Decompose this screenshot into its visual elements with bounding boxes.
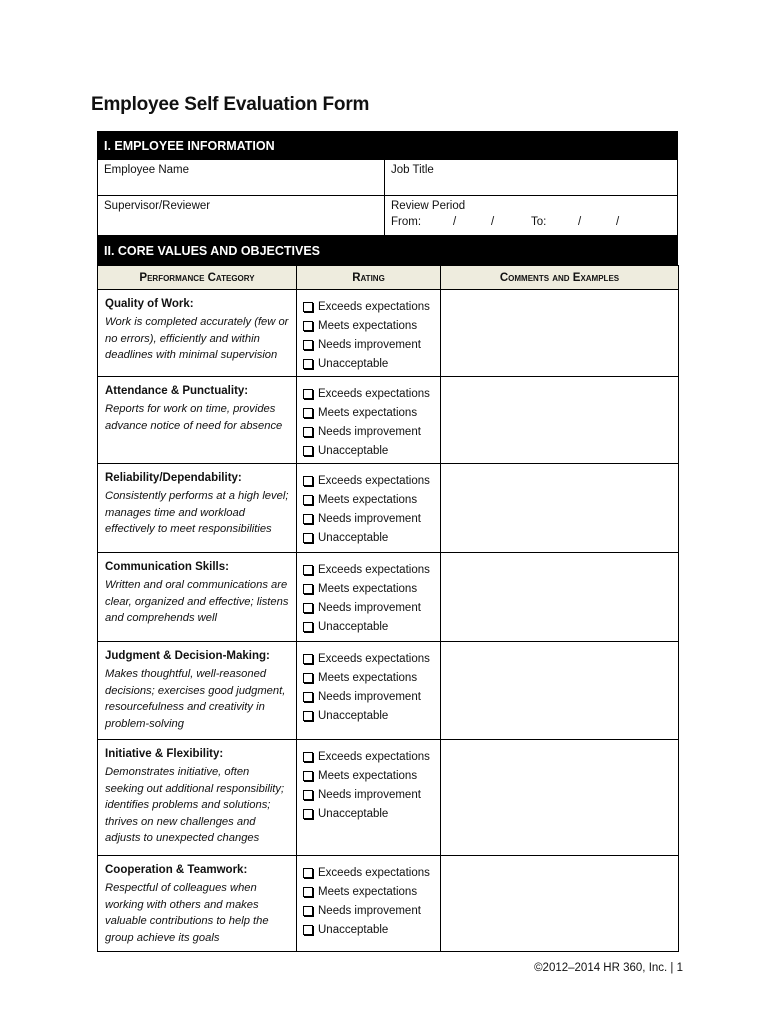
evaluation-form: [97, 131, 678, 952]
rating-cell: [297, 553, 441, 642]
rating-option[interactable]: [303, 863, 436, 882]
category-title: Quality of Work:: [105, 298, 194, 310]
rating-option-label: Unacceptable: [318, 709, 389, 722]
rating-option[interactable]: [303, 471, 436, 490]
checkbox-icon[interactable]: [303, 603, 313, 613]
checkbox-icon[interactable]: [303, 809, 313, 819]
supervisor-field[interactable]: [98, 196, 385, 235]
rating-option-label: Meets expectations: [318, 319, 418, 332]
comments-cell[interactable]: [441, 464, 679, 553]
category-description: Reports for work on time, provides advance notice of need for absence: [105, 403, 283, 432]
rating-option[interactable]: [303, 490, 436, 509]
comments-cell[interactable]: [441, 740, 679, 856]
table-row: [98, 740, 679, 856]
rating-option-label: Meets expectations: [318, 671, 418, 684]
category-cell: [98, 856, 297, 952]
checkbox-icon[interactable]: [303, 887, 313, 897]
checkbox-icon[interactable]: [303, 359, 313, 369]
category-title: Communication Skills:: [105, 561, 229, 573]
rating-option-label: Meets expectations: [318, 769, 418, 782]
info-row-name-title: [97, 160, 678, 196]
job-title-label: Job Title: [391, 164, 434, 176]
checkbox-icon[interactable]: [303, 711, 313, 721]
rating-option-label: Needs improvement: [318, 425, 421, 438]
checkbox-icon[interactable]: [303, 340, 313, 350]
section-header-employee-information: I. EMPLOYEE INFORMATION: [97, 131, 678, 160]
rating-option-label: Unacceptable: [318, 357, 389, 370]
rating-option-label: Exceeds expectations: [318, 474, 430, 487]
rating-cell: [297, 377, 441, 464]
review-period-dates: [391, 216, 671, 228]
to-label: To:: [531, 216, 547, 228]
rating-option[interactable]: [303, 766, 436, 785]
rating-option-label: Unacceptable: [318, 807, 389, 820]
to-date-sep-1[interactable]: /: [578, 216, 582, 228]
rating-option-label: Meets expectations: [318, 582, 418, 595]
table-row: [98, 856, 679, 952]
rating-option[interactable]: [303, 335, 436, 354]
category-title: Cooperation & Teamwork:: [105, 864, 248, 876]
review-period-field: [385, 196, 677, 235]
rating-option[interactable]: [303, 316, 436, 335]
checkbox-icon[interactable]: [303, 565, 313, 575]
rating-option[interactable]: [303, 297, 436, 316]
rating-option[interactable]: [303, 649, 436, 668]
checkbox-icon[interactable]: [303, 925, 313, 935]
table-row: [98, 553, 679, 642]
category-description: Makes thoughtful, well-reasoned decisions; exercises good judgment, resourcefulness and creativity in problem-solving: [105, 668, 286, 730]
column-header-comments: Comments and Examples: [441, 266, 679, 290]
rating-option-label: Exceeds expectations: [318, 563, 430, 576]
checkbox-icon[interactable]: [303, 622, 313, 632]
rating-option-label: Unacceptable: [318, 531, 389, 544]
checkbox-icon[interactable]: [303, 427, 313, 437]
checkbox-icon[interactable]: [303, 868, 313, 878]
table-row: [98, 290, 679, 377]
rating-option[interactable]: [303, 687, 436, 706]
category-title: Initiative & Flexibility:: [105, 748, 224, 760]
comments-cell[interactable]: [441, 290, 679, 377]
checkbox-icon[interactable]: [303, 302, 313, 312]
page-title: Employee Self Evaluation Form: [91, 94, 370, 115]
rating-option[interactable]: [303, 804, 436, 823]
section-header-core-values: II. CORE VALUES AND OBJECTIVES: [97, 236, 678, 265]
category-title: Reliability/Dependability:: [105, 472, 242, 484]
rating-option[interactable]: [303, 528, 436, 547]
from-label: From:: [391, 216, 422, 228]
table-header-row: [98, 266, 679, 290]
rating-option[interactable]: [303, 617, 436, 636]
rating-option-label: Meets expectations: [318, 885, 418, 898]
rating-option-label: Unacceptable: [318, 923, 389, 936]
rating-cell: [297, 856, 441, 952]
checkbox-icon[interactable]: [303, 673, 313, 683]
rating-option[interactable]: [303, 747, 436, 766]
rating-option-label: Needs improvement: [318, 512, 421, 525]
table-row: [98, 377, 679, 464]
rating-option-label: Exceeds expectations: [318, 300, 430, 313]
rating-option-label: Exceeds expectations: [318, 750, 430, 763]
category-description: Work is completed accurately (few or no errors), efficiently and within deadlines with minimal supervision: [105, 316, 289, 361]
checkbox-icon[interactable]: [303, 692, 313, 702]
table-row: [98, 642, 679, 740]
rating-option[interactable]: [303, 901, 436, 920]
evaluation-table-body: [98, 290, 679, 952]
rating-option[interactable]: [303, 441, 436, 460]
checkbox-icon[interactable]: [303, 321, 313, 331]
comments-cell[interactable]: [441, 377, 679, 464]
comments-cell[interactable]: [441, 553, 679, 642]
category-cell: [98, 740, 297, 856]
rating-option-label: Needs improvement: [318, 601, 421, 614]
rating-option[interactable]: [303, 920, 436, 939]
checkbox-icon[interactable]: [303, 790, 313, 800]
table-row: [98, 464, 679, 553]
rating-option[interactable]: [303, 384, 436, 403]
category-title: Attendance & Punctuality:: [105, 385, 249, 397]
checkbox-icon[interactable]: [303, 514, 313, 524]
category-cell: [98, 553, 297, 642]
info-row-supervisor-period: [97, 196, 678, 236]
rating-option[interactable]: [303, 354, 436, 373]
rating-option[interactable]: [303, 509, 436, 528]
category-description: Respectful of colleagues when working with others and makes valuable contributions to help the group achieve its goals: [105, 882, 269, 944]
column-header-rating: Rating: [297, 266, 441, 290]
checkbox-icon[interactable]: [303, 584, 313, 594]
rating-option-label: Exceeds expectations: [318, 652, 430, 665]
rating-option[interactable]: [303, 579, 436, 598]
checkbox-icon[interactable]: [303, 906, 313, 916]
column-header-category: Performance Category: [98, 266, 297, 290]
to-date-sep-2[interactable]: /: [616, 216, 620, 228]
rating-cell: [297, 642, 441, 740]
rating-option[interactable]: [303, 403, 436, 422]
employee-name-label: Employee Name: [104, 164, 190, 176]
checkbox-icon[interactable]: [303, 446, 313, 456]
comments-cell[interactable]: [441, 642, 679, 740]
checkbox-icon[interactable]: [303, 654, 313, 664]
checkbox-icon[interactable]: [303, 389, 313, 399]
rating-option-label: Needs improvement: [318, 338, 421, 351]
rating-option[interactable]: [303, 560, 436, 579]
rating-option[interactable]: [303, 785, 436, 804]
rating-option[interactable]: [303, 668, 436, 687]
checkbox-icon[interactable]: [303, 408, 313, 418]
rating-option-label: Exceeds expectations: [318, 866, 430, 879]
category-description: Consistently performs at a high level; manages time and workload effectively to meet responsibilities: [105, 490, 289, 535]
category-cell: [98, 642, 297, 740]
rating-option-label: Needs improvement: [318, 788, 421, 801]
checkbox-icon[interactable]: [303, 495, 313, 505]
supervisor-label: Supervisor/Reviewer: [104, 200, 211, 212]
category-cell: [98, 464, 297, 553]
rating-option[interactable]: [303, 598, 436, 617]
rating-option-label: Exceeds expectations: [318, 387, 430, 400]
rating-option-label: Unacceptable: [318, 620, 389, 633]
from-date-sep-1[interactable]: /: [453, 216, 457, 228]
category-description: Demonstrates initiative, often seeking out additional responsibility; identifies problems and solutions; thrives on new challenges and adjusts to unexpected changes: [105, 766, 285, 844]
rating-cell: [297, 290, 441, 377]
rating-option[interactable]: [303, 422, 436, 441]
rating-option-label: Needs improvement: [318, 904, 421, 917]
rating-option[interactable]: [303, 882, 436, 901]
page-footer: ©2012–2014 HR 360, Inc. | 1: [534, 962, 683, 974]
category-cell: [98, 377, 297, 464]
comments-cell[interactable]: [441, 856, 679, 952]
rating-cell: [297, 740, 441, 856]
rating-option-label: Meets expectations: [318, 493, 418, 506]
checkbox-icon[interactable]: [303, 752, 313, 762]
job-title-field[interactable]: [385, 160, 677, 195]
category-description: Written and oral communications are clear, organized and effective; listens and comprehends well: [105, 579, 289, 624]
rating-cell: [297, 464, 441, 553]
rating-option-label: Unacceptable: [318, 444, 389, 457]
from-date-sep-2[interactable]: /: [491, 216, 495, 228]
employee-name-field[interactable]: [98, 160, 385, 195]
rating-option[interactable]: [303, 706, 436, 725]
checkbox-icon[interactable]: [303, 771, 313, 781]
checkbox-icon[interactable]: [303, 476, 313, 486]
review-period-label: Review Period: [391, 200, 466, 212]
checkbox-icon[interactable]: [303, 533, 313, 543]
evaluation-table: [97, 265, 679, 952]
rating-option-label: Meets expectations: [318, 406, 418, 419]
category-title: Judgment & Decision-Making:: [105, 650, 270, 662]
category-cell: [98, 290, 297, 377]
rating-option-label: Needs improvement: [318, 690, 421, 703]
